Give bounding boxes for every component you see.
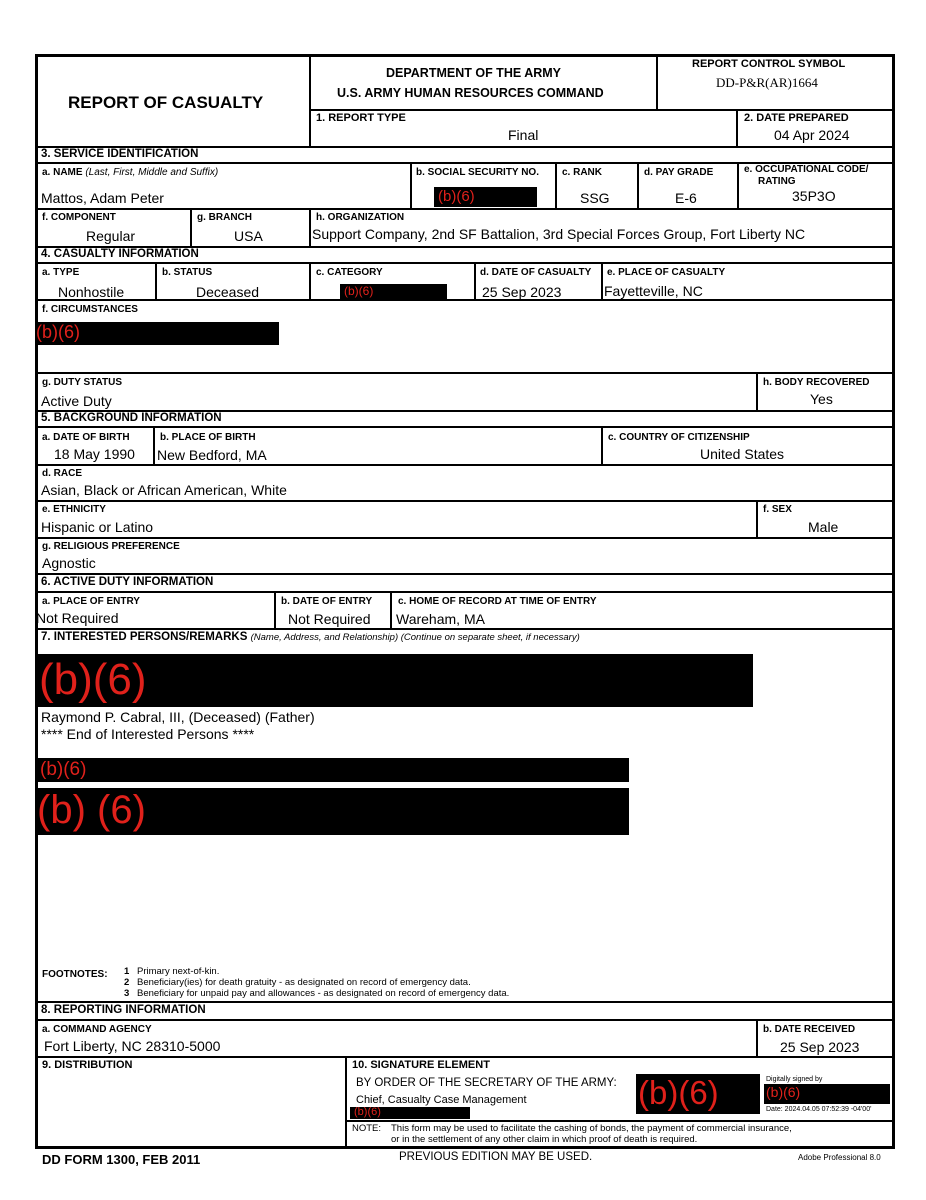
distribution-label: 9. DISTRIBUTION bbox=[42, 1059, 133, 1071]
home-of-record-label: c. HOME OF RECORD AT TIME OF ENTRY bbox=[398, 596, 597, 607]
interested-redaction-small-text: (b)(6) bbox=[40, 759, 87, 780]
interested-persons-title bbox=[41, 631, 580, 643]
component-value: Regular bbox=[86, 228, 136, 244]
religious-preference-value: Agnostic bbox=[42, 555, 96, 571]
body-recovered-label: h. BODY RECOVERED bbox=[763, 377, 870, 388]
date-of-casualty-value: 25 Sep 2023 bbox=[482, 284, 562, 300]
digital-signature-date: Date: 2024.04.05 07:52:39 -04'00' bbox=[766, 1106, 872, 1113]
command-agency-value: Fort Liberty, NC 28310-5000 bbox=[44, 1038, 221, 1054]
digital-signature-label: Digitally signed by bbox=[766, 1076, 823, 1083]
signature-element-label: 10. SIGNATURE ELEMENT bbox=[352, 1059, 490, 1071]
branch-label: g. BRANCH bbox=[197, 212, 252, 223]
interested-persons-hint: (Name, Address, and Relationship) (Continue on separate sheet, if necessary) bbox=[250, 632, 580, 643]
religious-preference-label: g. RELIGIOUS PREFERENCE bbox=[42, 541, 180, 552]
rank-value: SSG bbox=[580, 190, 610, 206]
place-of-birth-value: New Bedford, MA bbox=[157, 447, 267, 463]
place-of-entry-label: a. PLACE OF ENTRY bbox=[42, 596, 140, 607]
service-identification-title: 3. SERVICE IDENTIFICATION bbox=[41, 148, 199, 160]
circumstances-redaction-text: (b)(6) bbox=[36, 322, 80, 342]
report-type-value: Final bbox=[508, 127, 539, 143]
active-duty-information-title: 6. ACTIVE DUTY INFORMATION bbox=[41, 576, 214, 588]
pay-grade-value: E-6 bbox=[675, 190, 697, 206]
ssn-label: b. SOCIAL SECURITY NO. bbox=[416, 167, 539, 178]
place-of-casualty-value: Fayetteville, NC bbox=[604, 283, 703, 299]
footnote-text: Beneficiary for unpaid pay and allowances - as designated on record of emergency data. bbox=[137, 988, 510, 999]
signature-title-line: Chief, Casualty Case Management bbox=[356, 1094, 527, 1106]
control-symbol-label: REPORT CONTROL SYMBOL bbox=[692, 58, 846, 70]
previous-edition-note: PREVIOUS EDITION MAY BE USED. bbox=[399, 1151, 593, 1163]
ethnicity-label: e. ETHNICITY bbox=[42, 504, 106, 515]
interested-person-line: Raymond P. Cabral, III, (Deceased) (Father) bbox=[41, 709, 315, 725]
pay-grade-label: d. PAY GRADE bbox=[644, 167, 714, 178]
name-label-text: a. NAME bbox=[42, 167, 83, 178]
signature-order-line: BY ORDER OF THE SECRETARY OF THE ARMY: bbox=[356, 1077, 617, 1089]
occupational-code-label-2: RATING bbox=[758, 176, 796, 187]
note-line-2: or in the settlement of any other claim in which proof of death is required. bbox=[391, 1134, 698, 1145]
software-note: Adobe Professional 8.0 bbox=[798, 1153, 881, 1162]
footnote-number: 3 bbox=[124, 988, 130, 999]
occupational-code-label-1: e. OCCUPATIONAL CODE/ bbox=[744, 164, 869, 175]
interested-end-line: **** End of Interested Persons **** bbox=[41, 726, 255, 742]
report-type-label: 1. REPORT TYPE bbox=[316, 112, 406, 124]
footnote-item bbox=[124, 977, 471, 988]
date-of-entry-value: Not Required bbox=[288, 611, 371, 627]
department-name: DEPARTMENT OF THE ARMY bbox=[386, 66, 561, 80]
ssn-redaction-box bbox=[434, 187, 537, 207]
footnote-item bbox=[124, 988, 509, 999]
signature-name-redaction bbox=[350, 1107, 470, 1119]
footnotes-label: FOOTNOTES: bbox=[42, 969, 108, 980]
command-agency-label: a. COMMAND AGENCY bbox=[42, 1024, 152, 1035]
name-value: Mattos, Adam Peter bbox=[41, 190, 164, 206]
ssn-redaction-text: (b)(6) bbox=[438, 188, 475, 205]
footnote-number: 1 bbox=[124, 966, 130, 977]
background-information-title: 5. BACKGROUND INFORMATION bbox=[41, 412, 222, 424]
date-prepared-label: 2. DATE PREPARED bbox=[744, 112, 849, 124]
note-line-1: This form may be used to facilitate the cashing of bonds, the payment of commercial insurance, bbox=[391, 1123, 792, 1134]
category-redaction-box bbox=[340, 284, 447, 300]
interested-persons-title-text: 7. INTERESTED PERSONS/REMARKS bbox=[41, 631, 248, 643]
footnote-number: 2 bbox=[124, 977, 130, 988]
ethnicity-value: Hispanic or Latino bbox=[41, 519, 154, 535]
date-received-value: 25 Sep 2023 bbox=[780, 1039, 860, 1055]
place-of-casualty-label: e. PLACE OF CASUALTY bbox=[607, 267, 726, 278]
reporting-information-title: 8. REPORTING INFORMATION bbox=[41, 1004, 206, 1016]
race-value: Asian, Black or African American, White bbox=[41, 482, 287, 498]
footnote-text: Beneficiary(ies) for death gratuity - as designated on record of emergency data. bbox=[137, 977, 471, 988]
body-recovered-value: Yes bbox=[810, 391, 833, 407]
status-label: b. STATUS bbox=[162, 267, 213, 278]
occupational-code-value: 35P3O bbox=[792, 188, 836, 204]
command-name: U.S. ARMY HUMAN RESOURCES COMMAND bbox=[337, 86, 604, 100]
place-of-entry-value: Not Required bbox=[36, 610, 119, 626]
circumstances-redaction-box bbox=[35, 322, 279, 345]
type-value: Nonhostile bbox=[58, 284, 125, 300]
date-prepared-value: 04 Apr 2024 bbox=[774, 127, 850, 143]
date-of-entry-label: b. DATE OF ENTRY bbox=[281, 596, 373, 607]
branch-value: USA bbox=[234, 228, 263, 244]
date-received-label: b. DATE RECEIVED bbox=[763, 1024, 856, 1035]
control-symbol-value: DD-P&R(AR)1664 bbox=[716, 75, 818, 90]
signature-name-redaction-text: (b)(6) bbox=[354, 1107, 381, 1118]
home-of-record-value: Wareham, MA bbox=[396, 611, 485, 627]
type-label: a. TYPE bbox=[42, 267, 80, 278]
date-of-birth-value: 18 May 1990 bbox=[54, 446, 135, 462]
duty-status-value: Active Duty bbox=[41, 393, 112, 409]
date-of-birth-label: a. DATE OF BIRTH bbox=[42, 432, 130, 443]
note-label: NOTE: bbox=[352, 1123, 382, 1134]
status-value: Deceased bbox=[196, 284, 260, 300]
duty-status-label: g. DUTY STATUS bbox=[42, 377, 122, 388]
interested-redaction-large bbox=[35, 654, 753, 707]
circumstances-label: f. CIRCUMSTANCES bbox=[42, 304, 138, 315]
date-of-casualty-label: d. DATE OF CASUALTY bbox=[480, 267, 592, 278]
form-number: DD FORM 1300, FEB 2011 bbox=[42, 1152, 201, 1167]
signature-redaction-text: (b)(6) bbox=[638, 1074, 719, 1111]
organization-value: Support Company, 2nd SF Battalion, 3rd Special Forces Group, Fort Liberty NC bbox=[312, 226, 806, 242]
rank-label: c. RANK bbox=[562, 167, 603, 178]
name-field-label bbox=[42, 167, 218, 178]
organization-label: h. ORGANIZATION bbox=[316, 212, 405, 223]
digital-signature-redaction-text: (b)(6) bbox=[766, 1084, 801, 1100]
sex-label: f. SEX bbox=[763, 504, 792, 515]
name-label-hint: (Last, First, Middle and Suffix) bbox=[85, 167, 219, 178]
footnote-item bbox=[124, 966, 219, 977]
interested-redaction-small bbox=[37, 758, 629, 782]
casualty-information-title: 4. CASUALTY INFORMATION bbox=[41, 248, 199, 260]
interested-redaction-medium bbox=[35, 788, 629, 835]
footnote-text: Primary next-of-kin. bbox=[137, 966, 220, 977]
race-label: d. RACE bbox=[42, 468, 82, 479]
category-label: c. CATEGORY bbox=[316, 267, 383, 278]
interested-redaction-large-text: (b)(6) bbox=[39, 655, 147, 704]
signature-redaction-box bbox=[636, 1074, 760, 1114]
digital-signature-redaction bbox=[764, 1084, 890, 1104]
form-title: REPORT OF CASUALTY bbox=[68, 93, 264, 112]
sex-value: Male bbox=[808, 519, 839, 535]
interested-redaction-medium-text: (b) (6) bbox=[37, 788, 146, 832]
place-of-birth-label: b. PLACE OF BIRTH bbox=[160, 432, 256, 443]
citizenship-label: c. COUNTRY OF CITIZENSHIP bbox=[608, 432, 750, 443]
category-redaction-text: (b)(6) bbox=[344, 284, 374, 298]
citizenship-value: United States bbox=[700, 446, 785, 462]
component-label: f. COMPONENT bbox=[42, 212, 116, 223]
